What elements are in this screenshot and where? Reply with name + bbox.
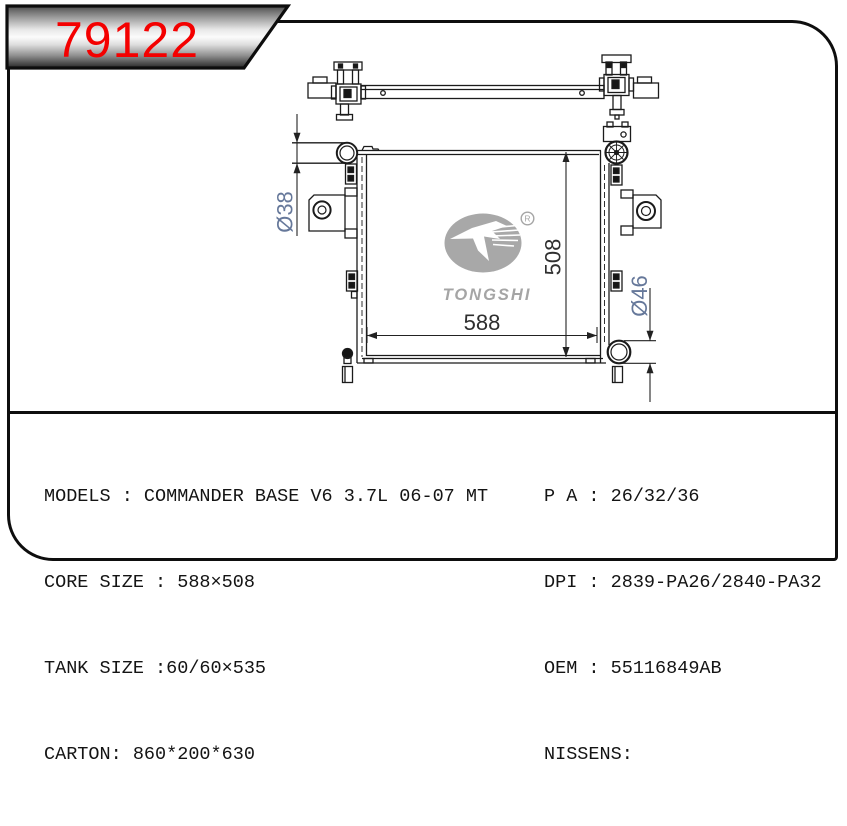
spec-dpi-line: DPI : 2839-PA26/2840-PA32 [544, 571, 822, 593]
spec-carton-line: CARTON: 860*200*630 [44, 743, 255, 765]
spec-models-line: MODELS : COMMANDER BASE V6 3.7L 06-07 MT [44, 486, 489, 508]
mounting-feet [343, 367, 623, 383]
spec-oem-line: OEM : 55116849AB [544, 657, 722, 679]
dim-core-height: 508 [540, 238, 566, 276]
dim-inlet-diameter: Ø38 [272, 191, 298, 233]
right-tank-clamps [611, 165, 622, 291]
spec-core-size-line: CORE SIZE : 588×508 [44, 571, 255, 593]
svg-text:R: R [524, 213, 531, 224]
spec-nissens-line: NISSENS: [544, 743, 633, 765]
crossbar-left-bracket [308, 62, 366, 120]
inlet-pipe [337, 143, 357, 163]
crossbar-right-bracket [600, 55, 659, 119]
crossbar-top-view [308, 55, 659, 120]
left-tank-clamps [346, 164, 358, 298]
spec-tank-size-line: TANK SIZE :60/60×535 [44, 657, 267, 679]
part-number-banner [5, 4, 295, 74]
registered-trademark-icon [521, 212, 534, 225]
left-mounting-bracket [309, 188, 357, 238]
logo-wordmark: TONGSHI [442, 286, 532, 304]
right-mounting-bracket [621, 190, 661, 235]
spec-column-right [544, 426, 822, 826]
dim-core-width: 588 [463, 310, 501, 335]
filler-cap-gear [606, 142, 628, 164]
outlet-pipe [608, 341, 631, 364]
filler-bracket [604, 122, 631, 142]
dim-outlet-diameter: Ø46 [627, 275, 652, 317]
part-number: 79122 [54, 12, 200, 68]
spec-column-left [44, 426, 488, 826]
drain-plug [343, 349, 353, 364]
spec-pa-line: P A : 26/32/36 [544, 486, 700, 508]
tongshi-watermark-logo [443, 212, 534, 304]
